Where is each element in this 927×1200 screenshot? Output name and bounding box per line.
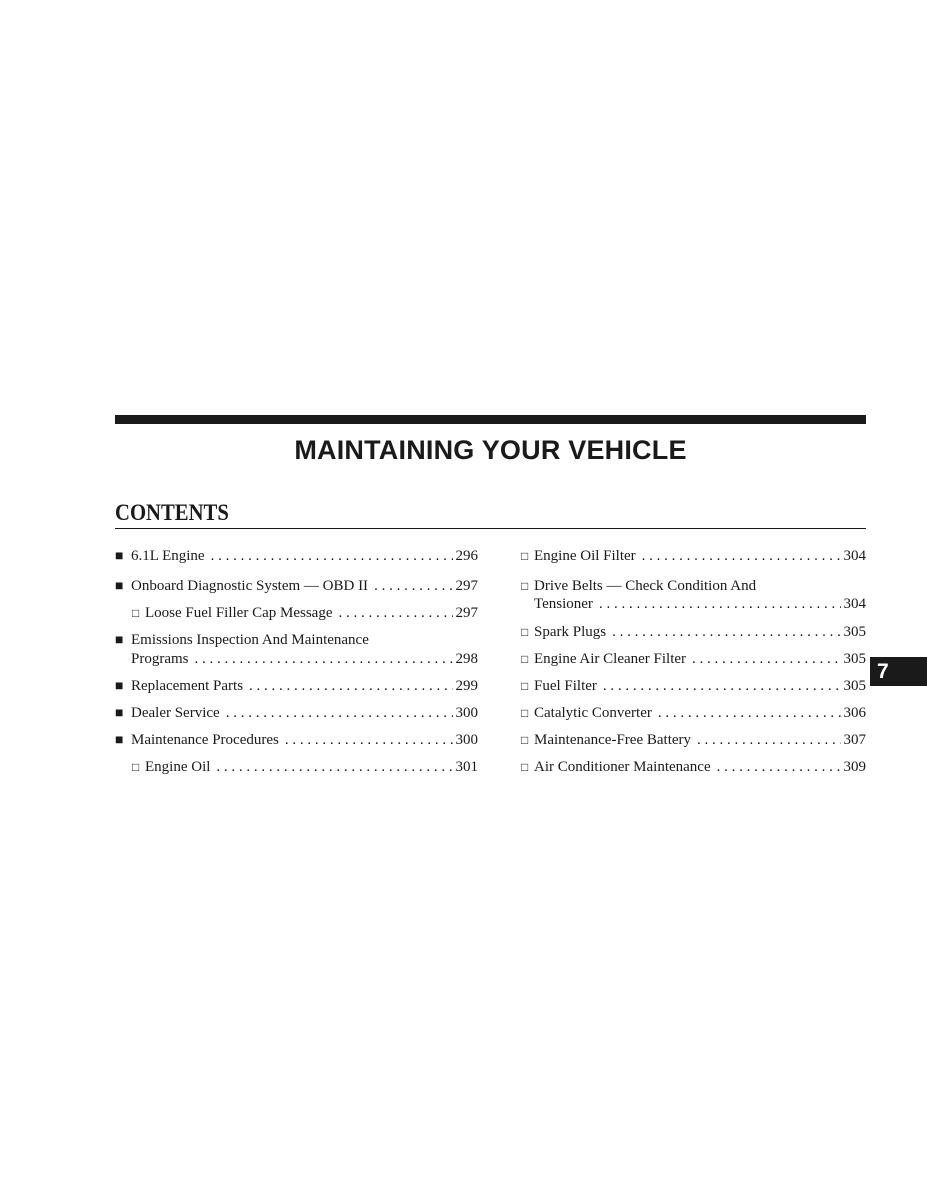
dot-leader [285, 731, 453, 749]
hollow-square-icon: □ [521, 652, 529, 666]
dot-leader [692, 650, 840, 668]
toc-page: 300 [455, 705, 478, 721]
toc-page: 305 [843, 678, 866, 694]
toc-title: 6.1L Engine [131, 548, 205, 564]
hollow-square-icon: □ [132, 606, 140, 620]
dot-leader [599, 595, 841, 613]
toc-entry-maintenance-procedures[interactable] [115, 731, 478, 750]
dot-leader [642, 547, 841, 565]
toc-title: Replacement Parts [131, 678, 244, 694]
toc-title: Maintenance Procedures [131, 732, 279, 748]
filled-square-icon: ■ [115, 706, 124, 721]
top-rule [115, 415, 866, 424]
toc-page: 307 [843, 732, 866, 748]
hollow-square-icon: □ [521, 760, 529, 774]
hollow-square-icon: □ [132, 760, 140, 774]
toc-title: Engine Oil Filter [534, 548, 636, 564]
dot-leader [195, 650, 453, 668]
hollow-square-icon: □ [521, 549, 529, 563]
toc-page: 306 [843, 705, 866, 721]
hollow-square-icon: □ [521, 679, 529, 693]
dot-leader [338, 604, 452, 622]
contents-heading: CONTENTS [115, 500, 229, 525]
toc-title: Maintenance-Free Battery [534, 732, 692, 748]
toc-title-line1: Drive Belts — Check Condition And [534, 578, 757, 594]
toc-entry-air-cleaner-filter[interactable] [521, 650, 866, 668]
toc-title-line1: Emissions Inspection And Maintenance [131, 632, 369, 648]
toc-page: 299 [455, 678, 478, 694]
toc-title: Loose Fuel Filler Cap Message [145, 605, 333, 621]
toc-page: 304 [843, 548, 866, 564]
toc-title: Engine Air Cleaner Filter [534, 651, 687, 667]
toc-entry-6-1l-engine[interactable] [115, 547, 478, 566]
toc-entry-fuel-filter[interactable] [521, 677, 866, 695]
toc-title-line2: Programs [131, 651, 189, 667]
toc-page: 305 [843, 624, 866, 640]
toc-title: Catalytic Converter [534, 705, 652, 721]
dot-leader [249, 677, 452, 695]
toc-entry-emissions-inspection[interactable] [115, 631, 478, 668]
toc-page: 309 [843, 759, 866, 775]
contents-rule [115, 528, 866, 529]
dot-leader [697, 731, 840, 749]
toc-entry-obd-ii[interactable] [115, 577, 478, 596]
toc-title-line2: Tensioner [534, 596, 593, 612]
toc-entry-catalytic-converter[interactable] [521, 704, 866, 722]
toc-entry-dealer-service[interactable] [115, 704, 478, 723]
toc-title: Onboard Diagnostic System — OBD II [131, 578, 369, 594]
chapter-tab: 7 [870, 657, 927, 686]
toc-entry-engine-oil[interactable] [115, 758, 478, 776]
toc-entry-loose-fuel-cap[interactable] [115, 604, 478, 622]
dot-leader [226, 704, 453, 722]
toc-page: 304 [843, 596, 866, 612]
hollow-square-icon: □ [521, 706, 529, 720]
toc-entry-air-conditioner-maintenance[interactable] [521, 758, 866, 776]
dot-leader [374, 577, 452, 595]
toc-entry-engine-oil-filter[interactable] [521, 547, 866, 565]
dot-leader [717, 758, 841, 776]
toc-page: 301 [455, 759, 478, 775]
filled-square-icon: ■ [115, 679, 124, 694]
toc-title: Spark Plugs [534, 624, 607, 640]
dot-leader [612, 623, 840, 641]
dot-leader [658, 704, 841, 722]
dot-leader [211, 547, 453, 565]
filled-square-icon: ■ [115, 549, 124, 564]
toc-title: Air Conditioner Maintenance [534, 759, 711, 775]
toc-page: 296 [455, 548, 478, 564]
toc-entry-drive-belts[interactable] [521, 577, 866, 613]
toc-page: 297 [455, 605, 478, 621]
dot-leader [216, 758, 452, 776]
filled-square-icon: ■ [115, 633, 124, 648]
toc-title: Dealer Service [131, 705, 220, 721]
toc-page: 305 [843, 651, 866, 667]
filled-square-icon: ■ [115, 579, 124, 594]
hollow-square-icon: □ [521, 625, 529, 639]
dot-leader [603, 677, 841, 695]
hollow-square-icon: □ [521, 733, 529, 747]
toc-entry-spark-plugs[interactable] [521, 623, 866, 641]
toc-title: Fuel Filter [534, 678, 597, 694]
toc-title: Engine Oil [145, 759, 211, 775]
filled-square-icon: ■ [115, 733, 124, 748]
hollow-square-icon: □ [521, 579, 529, 593]
toc-page: 300 [455, 732, 478, 748]
toc-entry-replacement-parts[interactable] [115, 677, 478, 696]
toc-page: 297 [455, 578, 478, 594]
toc-entry-maintenance-free-battery[interactable] [521, 731, 866, 749]
chapter-title: MAINTAINING YOUR VEHICLE [294, 435, 687, 465]
toc-page: 298 [455, 651, 478, 667]
